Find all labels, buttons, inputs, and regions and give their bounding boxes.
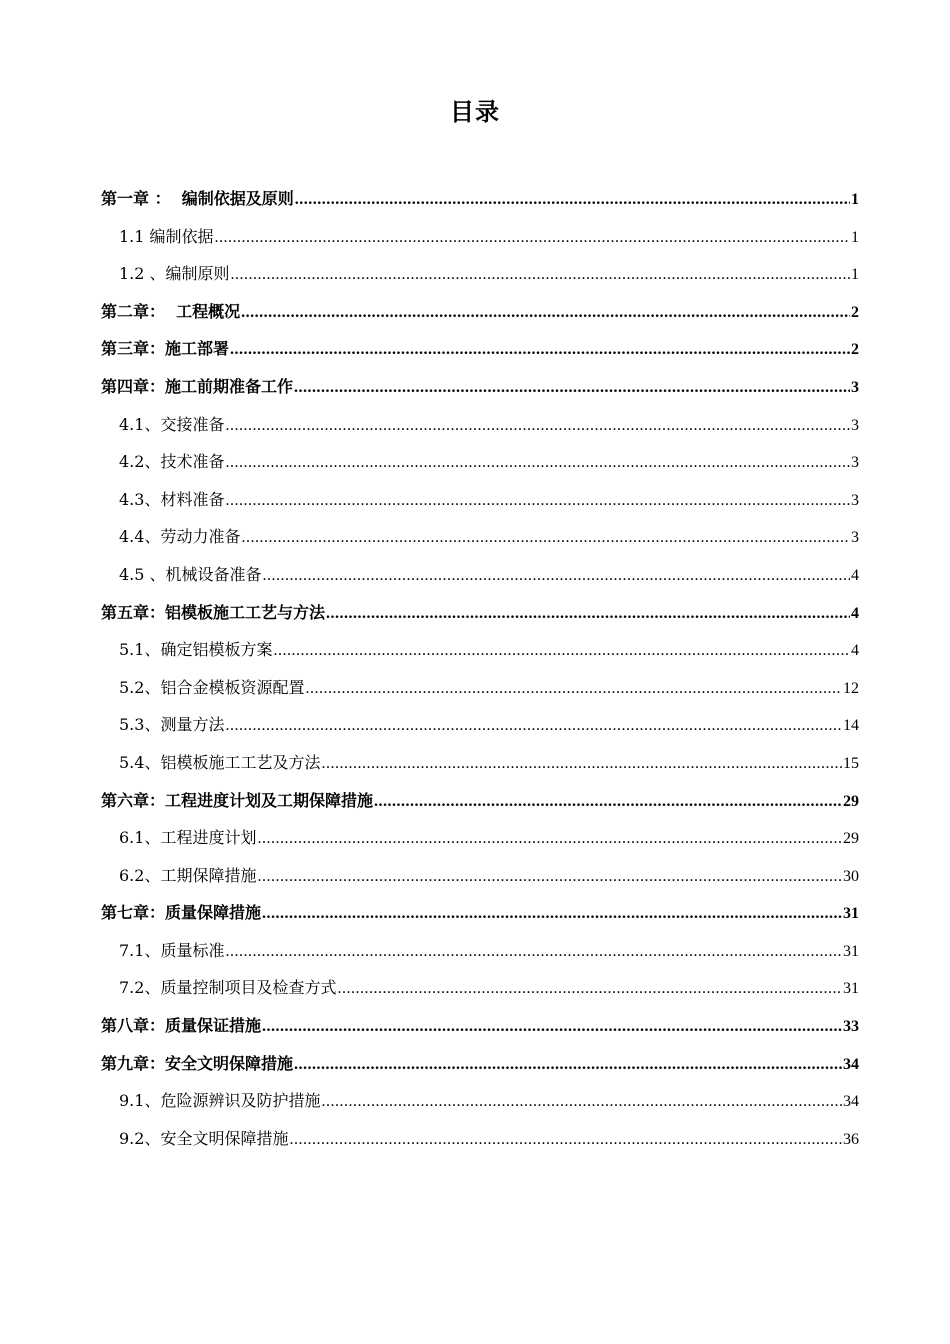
toc-section-entry[interactable] (101, 669, 859, 707)
toc-page-number: 29 (843, 830, 859, 848)
toc-section-entry[interactable] (101, 556, 859, 594)
toc-entry-label: 第四章：施工前期准备工作 (101, 376, 294, 396)
toc-chapter-entry[interactable] (101, 594, 859, 632)
toc-section-entry[interactable] (101, 1120, 859, 1158)
toc-page-number: 3 (851, 416, 859, 434)
toc-page-number: 33 (843, 1018, 859, 1036)
toc-entry-label: 第三章：施工部署 (101, 339, 230, 359)
toc-dot-leader (321, 745, 842, 782)
toc-section-entry[interactable] (101, 706, 859, 744)
toc-entry-label: 6.2、工期保障措施 (119, 865, 257, 885)
toc-section-entry[interactable] (101, 518, 859, 556)
toc-page-number: 30 (843, 867, 859, 885)
toc-entry-label: 5.2、铝合金模板资源配置 (119, 677, 305, 697)
toc-chapter-entry[interactable] (101, 293, 859, 331)
toc-dot-leader (262, 895, 842, 932)
toc-entry-label: 7.1、质量标准 (119, 940, 225, 960)
toc-page-number: 36 (843, 1130, 859, 1148)
toc-section-entry[interactable] (101, 481, 859, 519)
toc-entry-label: 1.2 、编制原则 (119, 264, 230, 284)
toc-chapter-entry[interactable] (101, 368, 859, 406)
toc-page-number: 3 (851, 529, 859, 547)
toc-entry-label: 4.3、材料准备 (119, 489, 225, 509)
toc-dot-leader (225, 407, 850, 444)
toc-dot-leader (257, 858, 842, 895)
toc-entry-label: 1.1 编制依据 (119, 226, 214, 246)
toc-dot-leader (215, 219, 850, 256)
toc-dot-leader (225, 707, 842, 744)
toc-dot-leader (225, 482, 850, 519)
toc-chapter-entry[interactable] (101, 1007, 859, 1045)
toc-page-number: 15 (843, 754, 859, 772)
toc-dot-leader (337, 970, 842, 1007)
toc-title: 目录 (450, 98, 500, 126)
toc-dot-leader (326, 595, 850, 632)
toc-chapter-entry[interactable] (101, 1045, 859, 1083)
toc-list (101, 180, 859, 1157)
toc-page-number: 4 (851, 642, 859, 660)
toc-page-number: 4 (851, 604, 859, 622)
toc-entry-label: 第五章：铝模板施工工艺与方法 (101, 602, 326, 622)
toc-section-entry[interactable] (101, 1082, 859, 1120)
toc-dot-leader (241, 294, 850, 331)
toc-dot-leader (305, 670, 842, 707)
toc-page-number: 2 (851, 341, 859, 359)
toc-section-entry[interactable] (101, 631, 859, 669)
toc-entry-label: 第六章：工程进度计划及工期保障措施 (101, 790, 374, 810)
toc-entry-label: 5.3、测量方法 (119, 715, 225, 735)
toc-section-entry[interactable] (101, 255, 859, 293)
toc-page-number: 3 (851, 491, 859, 509)
toc-section-entry[interactable] (101, 218, 859, 256)
toc-entry-label: 4.4、劳动力准备 (119, 527, 241, 547)
toc-entry-label: 第二章： 工程概况 (101, 301, 241, 321)
toc-chapter-entry[interactable] (101, 894, 859, 932)
toc-dot-leader (263, 557, 850, 594)
toc-page-number: 1 (851, 228, 859, 246)
toc-dot-leader (374, 783, 842, 820)
toc-dot-leader (321, 1083, 842, 1120)
toc-section-entry[interactable] (101, 744, 859, 782)
toc-entry-label: 4.5 、机械设备准备 (119, 564, 262, 584)
toc-page-number: 2 (851, 303, 859, 321)
toc-entry-label: 第七章：质量保障措施 (101, 903, 262, 923)
toc-dot-leader (241, 519, 850, 556)
toc-section-entry[interactable] (101, 819, 859, 857)
toc-entry-label: 第八章：质量保证措施 (101, 1016, 262, 1036)
toc-dot-leader (257, 820, 842, 857)
toc-chapter-entry[interactable] (101, 180, 859, 218)
toc-page-number: 31 (843, 980, 859, 998)
toc-page-number: 12 (843, 679, 859, 697)
toc-page-number: 31 (843, 905, 859, 923)
toc-page-number: 3 (851, 454, 859, 472)
toc-dot-leader (273, 632, 850, 669)
toc-dot-leader (230, 331, 850, 368)
toc-section-entry[interactable] (101, 969, 859, 1007)
toc-entry-label: 5.4、铝模板施工工艺及方法 (119, 752, 321, 772)
toc-page-number: 3 (851, 378, 859, 396)
toc-section-entry[interactable] (101, 932, 859, 970)
toc-entry-label: 9.2、安全文明保障措施 (119, 1128, 289, 1148)
toc-dot-leader (225, 444, 850, 481)
toc-page-number: 1 (851, 191, 859, 208)
toc-dot-leader (231, 256, 850, 293)
toc-entry-label: 5.1、确定铝模板方案 (119, 640, 273, 660)
toc-entry-label: 6.1、工程进度计划 (119, 828, 257, 848)
toc-dot-leader (225, 933, 842, 970)
toc-entry-label: 4.1、交接准备 (119, 414, 225, 434)
toc-page-number: 14 (843, 717, 859, 735)
toc-page-number: 34 (843, 1055, 859, 1073)
toc-page-number: 4 (851, 566, 859, 584)
toc-section-entry[interactable] (101, 857, 859, 895)
toc-dot-leader (295, 181, 850, 218)
toc-section-entry[interactable] (101, 406, 859, 444)
toc-chapter-entry[interactable] (101, 330, 859, 368)
toc-dot-leader (294, 369, 850, 406)
toc-section-entry[interactable] (101, 443, 859, 481)
toc-page-number: 34 (843, 1093, 859, 1111)
toc-page-number: 1 (851, 266, 859, 284)
toc-entry-label: 4.2、技术准备 (119, 452, 225, 472)
toc-page-number: 31 (843, 942, 859, 960)
toc-entry-label: 9.1、危险源辨识及防护措施 (119, 1091, 321, 1111)
toc-entry-label: 第九章：安全文明保障措施 (101, 1053, 294, 1073)
toc-page-number: 29 (843, 792, 859, 810)
toc-entry-label: 第一章 ： 编制依据及原则 (101, 189, 294, 208)
toc-chapter-entry[interactable] (101, 782, 859, 820)
toc-entry-label: 7.2、质量控制项目及检查方式 (119, 978, 337, 998)
toc-dot-leader (262, 1008, 842, 1045)
toc-dot-leader (289, 1121, 842, 1158)
toc-dot-leader (294, 1046, 842, 1083)
